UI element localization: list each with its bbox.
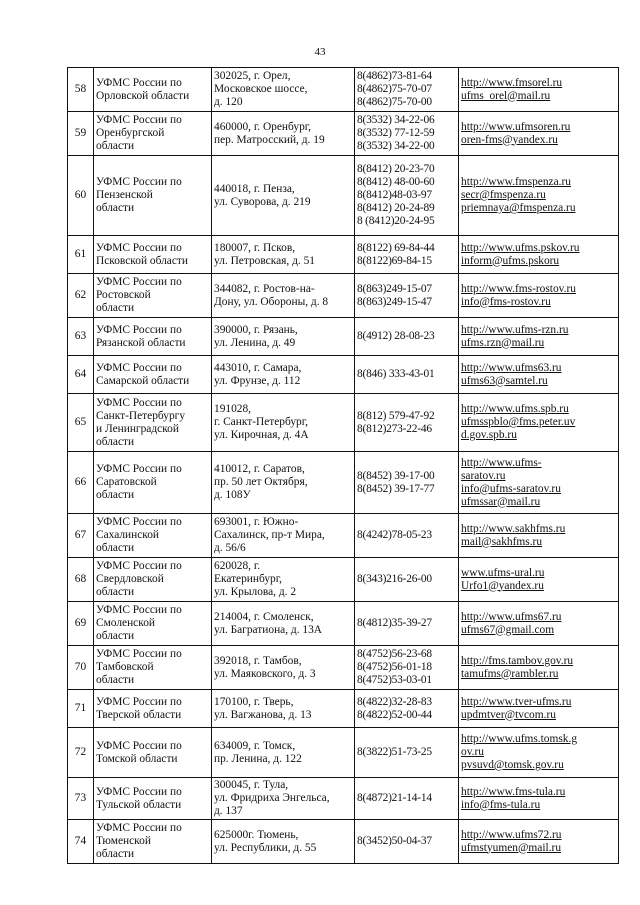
contact-link[interactable]: http://www.ufms67.ru bbox=[461, 610, 562, 623]
contact-link[interactable]: d.gov.spb.ru bbox=[461, 429, 517, 441]
phone-line: 8(4822)52-00-44 bbox=[357, 708, 432, 721]
address-line: д. 120 bbox=[214, 96, 243, 108]
office-name-line: области bbox=[96, 489, 135, 501]
address-line: 410012, г. Саратов, bbox=[214, 463, 305, 475]
office-name-line: Смоленской bbox=[96, 617, 155, 629]
phone-line: 8(8122) 69-84-44 bbox=[357, 241, 435, 254]
office-contacts bbox=[459, 646, 619, 690]
office-name bbox=[94, 236, 212, 274]
contact-link[interactable]: mail@sakhfms.ru bbox=[461, 535, 543, 548]
contact-link[interactable]: ufms_orel@mail.ru bbox=[461, 89, 551, 102]
office-name bbox=[94, 646, 212, 690]
contact-link[interactable]: http://www.ufms.tomsk.g bbox=[461, 733, 578, 745]
phone-line: 8(4752)56-23-68 bbox=[357, 648, 432, 660]
phone-line: 8(4752)56-01-18 bbox=[357, 661, 432, 673]
address-line: ул. Багратиона, д. 13А bbox=[214, 623, 323, 636]
phone-line: 8(8122)69-84-15 bbox=[357, 254, 432, 267]
office-contacts bbox=[459, 820, 619, 864]
office-contacts bbox=[459, 602, 619, 646]
contact-link[interactable]: ufms67@gmail.com bbox=[461, 623, 555, 636]
office-name-line: Свердловской bbox=[96, 573, 164, 585]
contact-link[interactable]: www.ufms-ural.ru bbox=[461, 566, 545, 579]
address-line: ул. Петровская, д. 51 bbox=[214, 254, 315, 267]
row-number-text: 74 bbox=[74, 835, 87, 847]
office-contacts bbox=[459, 274, 619, 318]
table-row bbox=[68, 690, 619, 728]
office-contacts bbox=[459, 778, 619, 820]
address-line: 390000, г. Рязань, bbox=[214, 323, 298, 336]
row-number bbox=[68, 452, 94, 514]
office-name bbox=[94, 274, 212, 318]
office-name-line: УФМС России по bbox=[96, 76, 182, 89]
office-name-line: области bbox=[96, 674, 135, 686]
table-row bbox=[68, 68, 619, 112]
phone-line: 8(4872)21-14-14 bbox=[357, 792, 432, 804]
office-contacts bbox=[459, 318, 619, 356]
office-name-line: Сахалинской bbox=[96, 529, 160, 541]
office-name bbox=[94, 156, 212, 236]
office-name-line: области bbox=[96, 848, 135, 860]
address-line: ул. Крылова, д. 2 bbox=[214, 586, 297, 598]
address-line: д. 137 bbox=[214, 805, 243, 817]
office-contacts bbox=[459, 68, 619, 112]
row-number bbox=[68, 394, 94, 452]
office-address bbox=[212, 728, 355, 778]
contact-link[interactable]: priemnaya@fmspenza.ru bbox=[461, 202, 576, 214]
office-phones bbox=[355, 646, 459, 690]
office-address bbox=[212, 68, 355, 112]
row-number-text: 71 bbox=[74, 702, 87, 714]
office-address bbox=[212, 514, 355, 558]
row-number-text: 73 bbox=[74, 792, 87, 804]
address-line: ул. Суворова, д. 219 bbox=[214, 195, 311, 208]
row-number-text: 68 bbox=[74, 573, 87, 585]
table-row bbox=[68, 318, 619, 356]
contact-link[interactable]: http://fms.tambov.gov.ru bbox=[461, 654, 574, 667]
address-line: ул. Фрунзе, д. 112 bbox=[214, 374, 301, 387]
office-name-line: и Ленинградской bbox=[96, 422, 179, 435]
office-address bbox=[212, 394, 355, 452]
address-line: ул. Ленина, д. 49 bbox=[214, 336, 296, 349]
address-line: 443010, г. Самара, bbox=[214, 361, 302, 374]
office-address bbox=[212, 690, 355, 728]
row-number-text: 60 bbox=[74, 189, 87, 201]
row-number-text: 59 bbox=[74, 127, 87, 139]
office-name bbox=[94, 558, 212, 602]
address-line: Сахалинск, пр-т Мира, bbox=[214, 529, 325, 541]
office-name-line: Оренбургской bbox=[96, 127, 165, 139]
office-name bbox=[94, 728, 212, 778]
table-row bbox=[68, 514, 619, 558]
office-name-line: Псковской области bbox=[96, 254, 188, 267]
contact-link[interactable]: http://www.ufms72.ru bbox=[461, 828, 562, 841]
office-name-line: Рязанской области bbox=[96, 336, 186, 349]
office-address bbox=[212, 820, 355, 864]
office-name-line: УФМС России по bbox=[96, 785, 182, 798]
row-number-text: 72 bbox=[74, 746, 87, 758]
office-name bbox=[94, 452, 212, 514]
row-number-text: 70 bbox=[74, 661, 87, 673]
office-name-line: УФМС России по bbox=[96, 361, 182, 374]
phone-line: 8(3532) 77-12-59 bbox=[357, 127, 435, 139]
phone-line: 8(3822)51-73-25 bbox=[357, 746, 432, 758]
office-address bbox=[212, 236, 355, 274]
phone-line: 8(8452) 39-17-77 bbox=[357, 482, 435, 495]
table-row bbox=[68, 156, 619, 236]
office-name-line: области bbox=[96, 435, 135, 448]
address-line: 344082, г. Ростов-на- bbox=[214, 282, 315, 295]
address-line: Дону, ул. Обороны, д. 8 bbox=[214, 295, 329, 308]
contact-link[interactable]: oren-fms@yandex.ru bbox=[461, 133, 558, 146]
row-number bbox=[68, 236, 94, 274]
contact-link[interactable]: pvsuvd@tomsk.gov.ru bbox=[461, 759, 564, 771]
office-phones bbox=[355, 452, 459, 514]
address-line: ул. Республики, д. 55 bbox=[214, 841, 317, 854]
phone-line: 8 (8412)20-24-95 bbox=[357, 215, 435, 227]
address-line: 625000г. Тюмень, bbox=[214, 828, 299, 841]
office-name bbox=[94, 394, 212, 452]
office-name-line: области bbox=[96, 586, 135, 598]
phone-line: 8(4862)75-70-07 bbox=[357, 83, 432, 95]
contact-link[interactable]: ufms.rzn@mail.ru bbox=[461, 336, 545, 349]
office-address bbox=[212, 602, 355, 646]
phone-line: 8(4822)32-28-83 bbox=[357, 695, 432, 708]
address-line: д. 56/6 bbox=[214, 542, 246, 554]
address-line: 620028, г. bbox=[214, 560, 261, 572]
table-row bbox=[68, 452, 619, 514]
row-number-text: 62 bbox=[74, 289, 87, 301]
row-number bbox=[68, 274, 94, 318]
office-name-line: Санкт-Петербургу bbox=[96, 409, 186, 422]
office-phones bbox=[355, 728, 459, 778]
row-number bbox=[68, 318, 94, 356]
contact-link[interactable]: ufmsspblo@fms.peter.uv bbox=[461, 416, 576, 428]
office-name-line: УФМС России по bbox=[96, 276, 182, 288]
address-line: д. 108У bbox=[214, 489, 251, 501]
contact-link[interactable]: http://www.ufms63.ru bbox=[461, 361, 562, 374]
table-row bbox=[68, 778, 619, 820]
contact-link[interactable]: info@ufms-saratov.ru bbox=[461, 482, 561, 495]
row-number bbox=[68, 156, 94, 236]
phone-line: 8(863)249-15-47 bbox=[357, 295, 432, 308]
office-phones bbox=[355, 68, 459, 112]
office-name-line: Тульской области bbox=[96, 798, 182, 811]
office-address bbox=[212, 646, 355, 690]
office-name-line: УФМС России по bbox=[96, 463, 182, 475]
contact-link[interactable]: info@fms-tula.ru bbox=[461, 798, 541, 811]
office-name-line: УФМС России по bbox=[96, 822, 182, 834]
phone-line: 8(3532) 34-22-00 bbox=[357, 140, 435, 152]
office-contacts bbox=[459, 394, 619, 452]
address-line: 634009, г. Томск, bbox=[214, 739, 296, 752]
address-line: Екатеринбург, bbox=[214, 573, 282, 585]
office-contacts bbox=[459, 356, 619, 394]
office-name bbox=[94, 68, 212, 112]
contact-link[interactable]: http://www.ufms-rzn.ru bbox=[461, 323, 569, 336]
office-contacts bbox=[459, 236, 619, 274]
office-contacts bbox=[459, 156, 619, 236]
office-name-line: УФМС России по bbox=[96, 516, 182, 528]
phone-line: 8(4862)73-81-64 bbox=[357, 70, 432, 82]
office-name-line: области bbox=[96, 202, 135, 214]
office-name bbox=[94, 356, 212, 394]
row-number-text: 66 bbox=[74, 476, 87, 488]
address-line: ул. Кирочная, д. 4А bbox=[214, 429, 309, 441]
address-line: 460000, г. Оренбург, bbox=[214, 120, 312, 133]
address-line: пр. Ленина, д. 122 bbox=[214, 752, 302, 765]
office-contacts bbox=[459, 690, 619, 728]
contact-link[interactable]: http://www.tver-ufms.ru bbox=[461, 695, 572, 708]
contact-link[interactable]: http://www.sakhfms.ru bbox=[461, 522, 566, 535]
office-contacts bbox=[459, 452, 619, 514]
office-phones bbox=[355, 778, 459, 820]
office-name bbox=[94, 514, 212, 558]
row-number bbox=[68, 558, 94, 602]
address-line: 214004, г. Смоленск, bbox=[214, 610, 314, 623]
phone-line: 8(8412) 48-00-60 bbox=[357, 176, 435, 188]
office-address bbox=[212, 112, 355, 156]
office-name bbox=[94, 112, 212, 156]
phone-line: 8(4862)75-70-00 bbox=[357, 96, 432, 108]
address-line: г. Санкт-Петербург, bbox=[214, 416, 308, 428]
office-name-line: Тюменской bbox=[96, 835, 151, 847]
row-number-text: 69 bbox=[74, 617, 87, 629]
contact-link[interactable]: http://www.fms-tula.ru bbox=[461, 785, 566, 798]
contact-link[interactable]: http://www.fmsorel.ru bbox=[461, 76, 563, 89]
office-name-line: Тамбовской bbox=[96, 661, 154, 673]
office-name-line: УФМС России по bbox=[96, 560, 182, 572]
office-phones bbox=[355, 690, 459, 728]
row-number bbox=[68, 820, 94, 864]
contact-link[interactable]: Urfo1@yandex.ru bbox=[461, 579, 544, 592]
office-name-line: области bbox=[96, 302, 135, 314]
contact-link[interactable]: http://www.fmspenza.ru bbox=[461, 176, 571, 188]
address-line: пер. Матросский, д. 19 bbox=[214, 133, 325, 146]
row-number bbox=[68, 356, 94, 394]
office-phones bbox=[355, 514, 459, 558]
office-contacts bbox=[459, 728, 619, 778]
table-row bbox=[68, 646, 619, 690]
office-phones bbox=[355, 318, 459, 356]
address-line: 300045, г. Тула, bbox=[214, 779, 289, 791]
row-number-text: 65 bbox=[74, 416, 87, 428]
phone-line: 8(8412) 20-23-70 bbox=[357, 163, 435, 175]
office-name-line: Самарской области bbox=[96, 374, 190, 387]
table-row bbox=[68, 820, 619, 864]
contact-link[interactable]: tamufms@rambler.ru bbox=[461, 667, 559, 680]
row-number-text: 64 bbox=[74, 368, 87, 380]
contact-link[interactable]: http://www.ufms- bbox=[461, 456, 542, 469]
office-name-line: Ростовской bbox=[96, 289, 151, 301]
office-address bbox=[212, 452, 355, 514]
address-line: 180007, г. Псков, bbox=[214, 241, 296, 254]
office-name bbox=[94, 318, 212, 356]
table-row bbox=[68, 112, 619, 156]
contact-link[interactable]: ufmstyumen@mail.ru bbox=[461, 841, 562, 854]
address-line: 191028, bbox=[214, 403, 252, 415]
office-name bbox=[94, 820, 212, 864]
phone-line: 8(846) 333-43-01 bbox=[357, 368, 435, 380]
contact-link[interactable]: ufmssar@mail.ru bbox=[461, 495, 541, 508]
office-name-line: УФМС России по bbox=[96, 648, 182, 660]
office-name-line: Томской области bbox=[96, 752, 178, 765]
contact-link[interactable]: http://www.ufms.spb.ru bbox=[461, 403, 569, 415]
office-name-line: области bbox=[96, 542, 135, 554]
office-name-line: Тверской области bbox=[96, 708, 182, 721]
office-name-line: Орловской области bbox=[96, 89, 190, 102]
row-number bbox=[68, 112, 94, 156]
phone-line: 8(3532) 34-22-06 bbox=[357, 114, 435, 126]
phone-line: 8(343)216-26-00 bbox=[357, 573, 432, 585]
office-name-line: УФМС России по bbox=[96, 695, 182, 708]
row-number bbox=[68, 602, 94, 646]
phone-line: 8(812)273-22-46 bbox=[357, 422, 432, 435]
phone-line: 8(8452) 39-17-00 bbox=[357, 469, 435, 482]
office-address bbox=[212, 778, 355, 820]
contact-link[interactable]: secr@fmspenza.ru bbox=[461, 189, 546, 201]
contact-link[interactable]: http://www.ufms.pskov.ru bbox=[461, 241, 580, 254]
office-phones bbox=[355, 558, 459, 602]
office-address bbox=[212, 356, 355, 394]
address-line: 302025, г. Орел, bbox=[214, 70, 291, 82]
address-line: пр. 50 лет Октября, bbox=[214, 476, 308, 488]
office-contacts bbox=[459, 514, 619, 558]
table-row bbox=[68, 236, 619, 274]
office-name-line: УФМС России по bbox=[96, 241, 182, 254]
row-number-text: 63 bbox=[74, 330, 87, 342]
row-number bbox=[68, 690, 94, 728]
office-name bbox=[94, 778, 212, 820]
contact-link[interactable]: updmtver@tvcom.ru bbox=[461, 708, 556, 721]
office-address bbox=[212, 318, 355, 356]
contact-link[interactable]: ufms63@samtel.ru bbox=[461, 374, 548, 387]
office-name-line: Пензенской bbox=[96, 189, 153, 201]
office-contacts bbox=[459, 112, 619, 156]
phone-line: 8(4242)78-05-23 bbox=[357, 529, 432, 541]
table-row bbox=[68, 558, 619, 602]
contact-link[interactable]: saratov.ru bbox=[461, 469, 506, 482]
row-number bbox=[68, 514, 94, 558]
row-number bbox=[68, 778, 94, 820]
contact-link[interactable]: http://www.fms-rostov.ru bbox=[461, 282, 576, 295]
office-name-line: Саратовской bbox=[96, 476, 157, 488]
phone-line: 8(4812)35-39-27 bbox=[357, 617, 432, 629]
contact-link[interactable]: http://www.ufmsoren.ru bbox=[461, 120, 571, 133]
row-number bbox=[68, 728, 94, 778]
office-name-line: УФМС России по bbox=[96, 604, 182, 616]
office-phones bbox=[355, 394, 459, 452]
office-phones bbox=[355, 112, 459, 156]
address-line: ул. Маяковского, д. 3 bbox=[214, 667, 316, 680]
address-line: 693001, г. Южно- bbox=[214, 516, 299, 528]
address-line: 170100, г. Тверь, bbox=[214, 695, 294, 708]
office-name-line: УФМС России по bbox=[96, 176, 182, 188]
contact-link[interactable]: ov.ru bbox=[461, 746, 484, 758]
contact-link[interactable]: inform@ufms.pskoru bbox=[461, 254, 560, 267]
office-address bbox=[212, 274, 355, 318]
table-row bbox=[68, 728, 619, 778]
office-phones bbox=[355, 156, 459, 236]
office-name-line: УФМС России по bbox=[96, 396, 182, 409]
office-name bbox=[94, 690, 212, 728]
contact-link[interactable]: info@fms-rostov.ru bbox=[461, 295, 551, 308]
phone-line: 8(4912) 28-08-23 bbox=[357, 330, 435, 342]
row-number-text: 67 bbox=[74, 529, 87, 541]
office-phones bbox=[355, 356, 459, 394]
phone-line: 8(4752)53-03-01 bbox=[357, 674, 432, 686]
table-row bbox=[68, 274, 619, 318]
phone-line: 8(8412) 20-24-89 bbox=[357, 202, 435, 214]
address-line: ул. Вагжанова, д. 13 bbox=[214, 708, 312, 721]
address-line: ул. Фридриха Энгельса, bbox=[214, 792, 330, 804]
table-row bbox=[68, 356, 619, 394]
phone-line: 8(3452)50-04-37 bbox=[357, 835, 432, 847]
page-number: 43 bbox=[314, 46, 326, 58]
table-row bbox=[68, 394, 619, 452]
office-phones bbox=[355, 236, 459, 274]
office-contacts bbox=[459, 558, 619, 602]
row-number bbox=[68, 646, 94, 690]
phone-line: 8(812) 579-47-92 bbox=[357, 409, 435, 422]
office-address bbox=[212, 558, 355, 602]
row-number-text: 58 bbox=[74, 83, 87, 95]
row-number-text: 61 bbox=[74, 248, 87, 260]
address-line: 440018, г. Пенза, bbox=[214, 182, 295, 195]
address-line: 392018, г. Тамбов, bbox=[214, 654, 302, 667]
fms-offices-table bbox=[67, 67, 619, 864]
office-name-line: области bbox=[96, 140, 135, 152]
office-name bbox=[94, 602, 212, 646]
office-name-line: УФМС России по bbox=[96, 323, 182, 336]
office-name-line: области bbox=[96, 630, 135, 642]
office-name-line: УФМС России по bbox=[96, 114, 182, 126]
office-name-line: УФМС России по bbox=[96, 739, 182, 752]
office-address bbox=[212, 156, 355, 236]
row-number bbox=[68, 68, 94, 112]
table-row bbox=[68, 602, 619, 646]
office-phones bbox=[355, 274, 459, 318]
office-phones bbox=[355, 602, 459, 646]
phone-line: 8(8412)48-03-97 bbox=[357, 189, 432, 201]
address-line: Московское шоссе, bbox=[214, 83, 308, 95]
office-phones bbox=[355, 820, 459, 864]
phone-line: 8(863)249-15-07 bbox=[357, 282, 432, 295]
